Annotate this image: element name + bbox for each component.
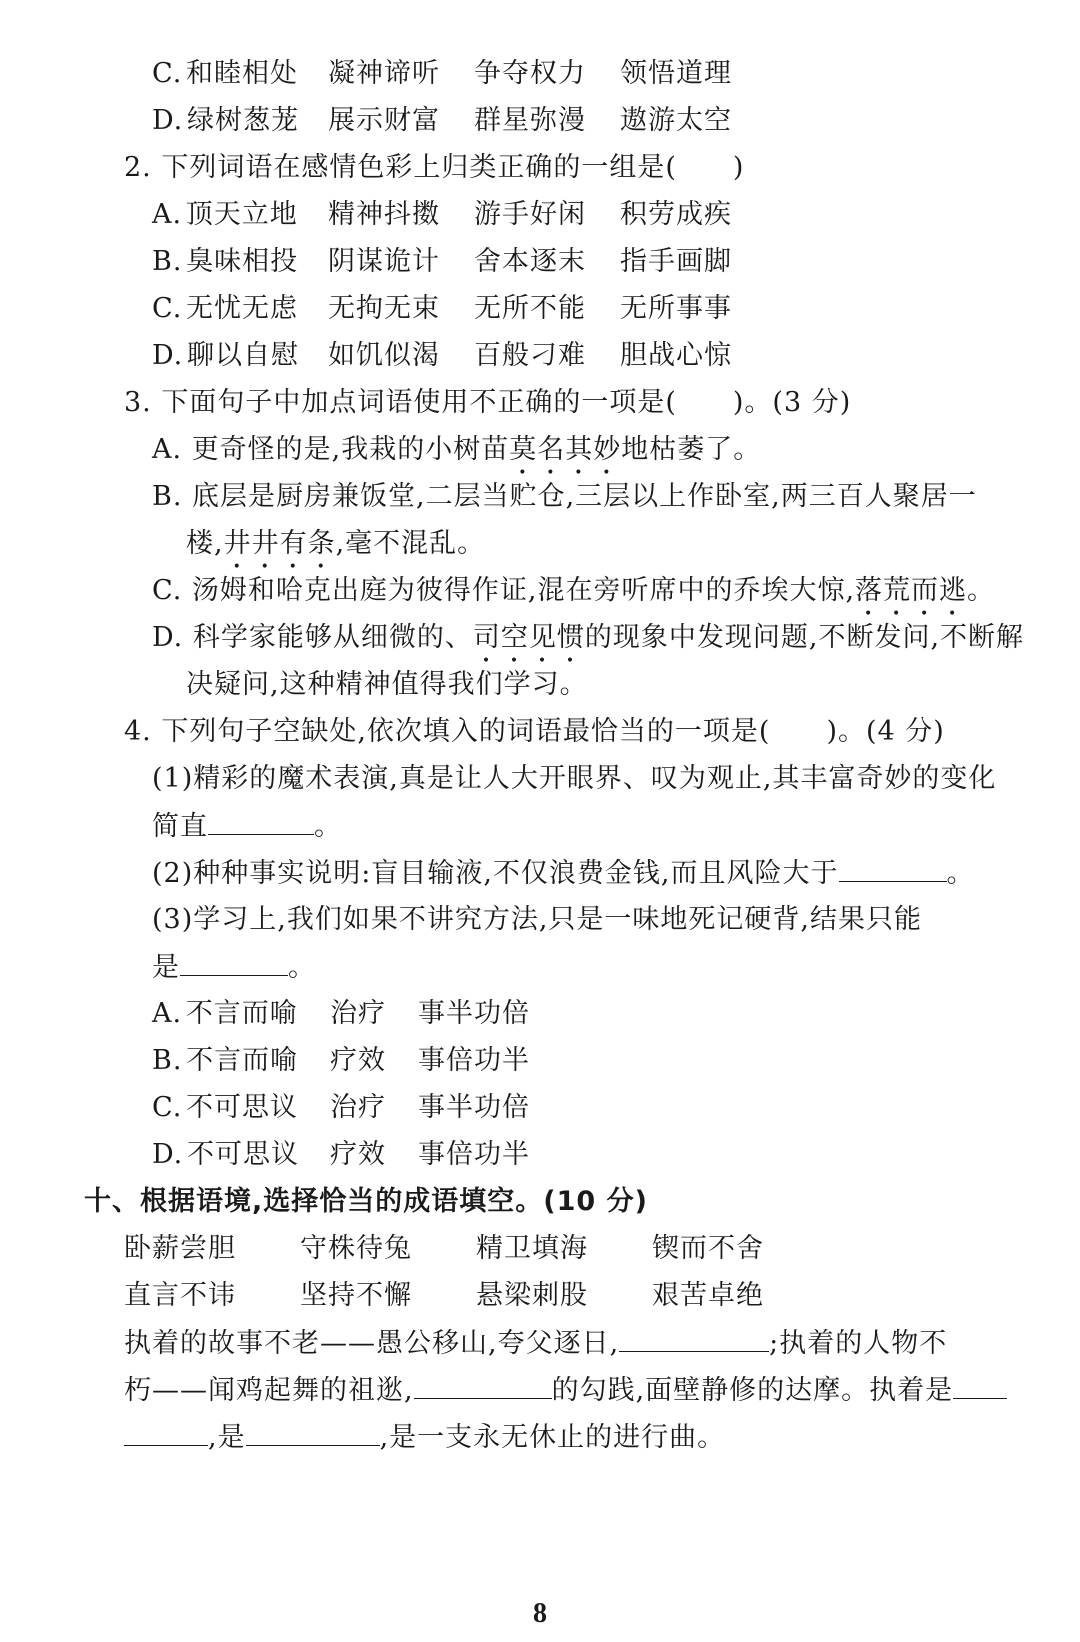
dotted-word: 莫名其妙 xyxy=(509,434,622,465)
q3-stem: 3. 下面句子中加点词语使用不正确的一项是( )。(3 分) xyxy=(124,387,852,418)
idiom-row-2: 直言不讳 坚持不懈 悬梁刺股 艰苦卓绝 xyxy=(124,1280,764,1311)
q4-sentence-2: (2)种种事实说明:盲目输液,不仅浪费金钱,而且风险大于 。 xyxy=(152,853,975,894)
answer-blank[interactable] xyxy=(953,1370,1007,1399)
q4-sentence-1-line2: 简直 。 xyxy=(152,806,342,847)
q1-option-d xyxy=(152,101,766,141)
q3-option-b-line1: B. 底层是厨房兼饭堂,二层当贮仓,三层以上作卧室,两三百人聚居一 xyxy=(152,481,977,512)
option-d-item-3: 群星弥漫 xyxy=(474,105,586,136)
q3-option-d-line1: D. 科学家能够从细微的、司空见惯的现象中发现问题,不断发问,不断解 xyxy=(152,622,1025,653)
q4-sentence-3-line1: (3)学习上,我们如果不讲究方法,只是一味地死记硬背,结果只能 xyxy=(152,904,922,935)
q3-option-c: C. 汤姆和哈克出庭为彼得作证,混在旁听席中的乔埃大惊,落荒而逃。 xyxy=(152,575,996,606)
q2-option-c: C. 无忧无虑 无拘无束 无所不能 无所事事 xyxy=(152,293,732,324)
idiom-row-1: 卧薪尝胆 守株待兔 精卫填海 锲而不舍 xyxy=(124,1233,764,1264)
answer-blank[interactable] xyxy=(208,806,314,835)
dotted-word: 司空见惯 xyxy=(472,622,585,653)
dotted-word: 落荒而逃 xyxy=(855,575,968,606)
q4-stem: 4. 下列句子空缺处,依次填入的词语最恰当的一项是( )。(4 分) xyxy=(124,716,945,747)
option-c-item-3: 争夺权力 xyxy=(474,58,586,89)
q4-option-d: D. 不可思议 疗效 事倍功半 xyxy=(152,1139,530,1170)
option-c-item-1: C. 和睦相处 xyxy=(152,58,298,89)
option-d-item-4: 遨游太空 xyxy=(620,105,732,136)
answer-blank[interactable] xyxy=(839,853,947,882)
q4-sentence-1-line1: (1)精彩的魔术表演,真是让人大开眼界、叹为观止,其丰富奇妙的变化 xyxy=(152,763,997,794)
q3-option-d-line2: 决疑问,这种精神值得我们学习。 xyxy=(186,669,588,700)
section-10-heading: 十、根据语境,选择恰当的成语填空。(10 分) xyxy=(84,1186,648,1217)
passage-line-1: 执着的故事不老——愚公移山,夸父逐日, ;执着的人物不 xyxy=(124,1323,947,1364)
option-c-item-2: 凝神谛听 xyxy=(328,58,440,89)
answer-blank[interactable] xyxy=(619,1323,769,1352)
passage-line-2: 朽——闻鸡起舞的祖逖, 的勾践,面壁静修的达摩。执着是 xyxy=(124,1370,1007,1411)
q3-option-b-line2: 楼,井井有条,毫不混乱。 xyxy=(186,528,486,559)
answer-blank[interactable] xyxy=(180,947,288,976)
option-c-item-4: 领悟道理 xyxy=(620,58,732,89)
answer-blank[interactable] xyxy=(124,1417,208,1446)
q4-option-c: C. 不可思议 治疗 事半功倍 xyxy=(152,1092,530,1123)
page-number: 8 xyxy=(533,1598,547,1629)
option-d-item-2: 展示财富 xyxy=(328,105,440,136)
answer-blank[interactable] xyxy=(414,1370,552,1399)
dotted-word: 井井有条 xyxy=(223,528,336,559)
q2-option-d: D. 聊以自慰 如饥似渴 百般刁难 胆战心惊 xyxy=(152,340,732,371)
passage-line-3: ,是 ,是一支永无休止的进行曲。 xyxy=(124,1417,725,1458)
q4-option-a: A. 不言而喻 治疗 事半功倍 xyxy=(152,998,530,1029)
q2-option-a: A. 顶天立地 精神抖擞 游手好闲 积劳成疾 xyxy=(152,199,732,230)
q4-option-b: B. 不言而喻 疗效 事倍功半 xyxy=(152,1045,530,1076)
q4-sentence-3-line2: 是 。 xyxy=(152,947,316,988)
q2-stem: 2. 下列词语在感情色彩上归类正确的一组是( ) xyxy=(124,152,745,183)
option-d-item-1: D. 绿树葱茏 xyxy=(152,105,299,136)
q1-option-c xyxy=(152,54,766,94)
q3-option-a: A. 更奇怪的是,我栽的小树苗莫名其妙地枯萎了。 xyxy=(152,434,762,465)
answer-blank[interactable] xyxy=(246,1417,380,1446)
q2-option-b: B. 臭味相投 阴谋诡计 舍本逐末 指手画脚 xyxy=(152,246,732,277)
